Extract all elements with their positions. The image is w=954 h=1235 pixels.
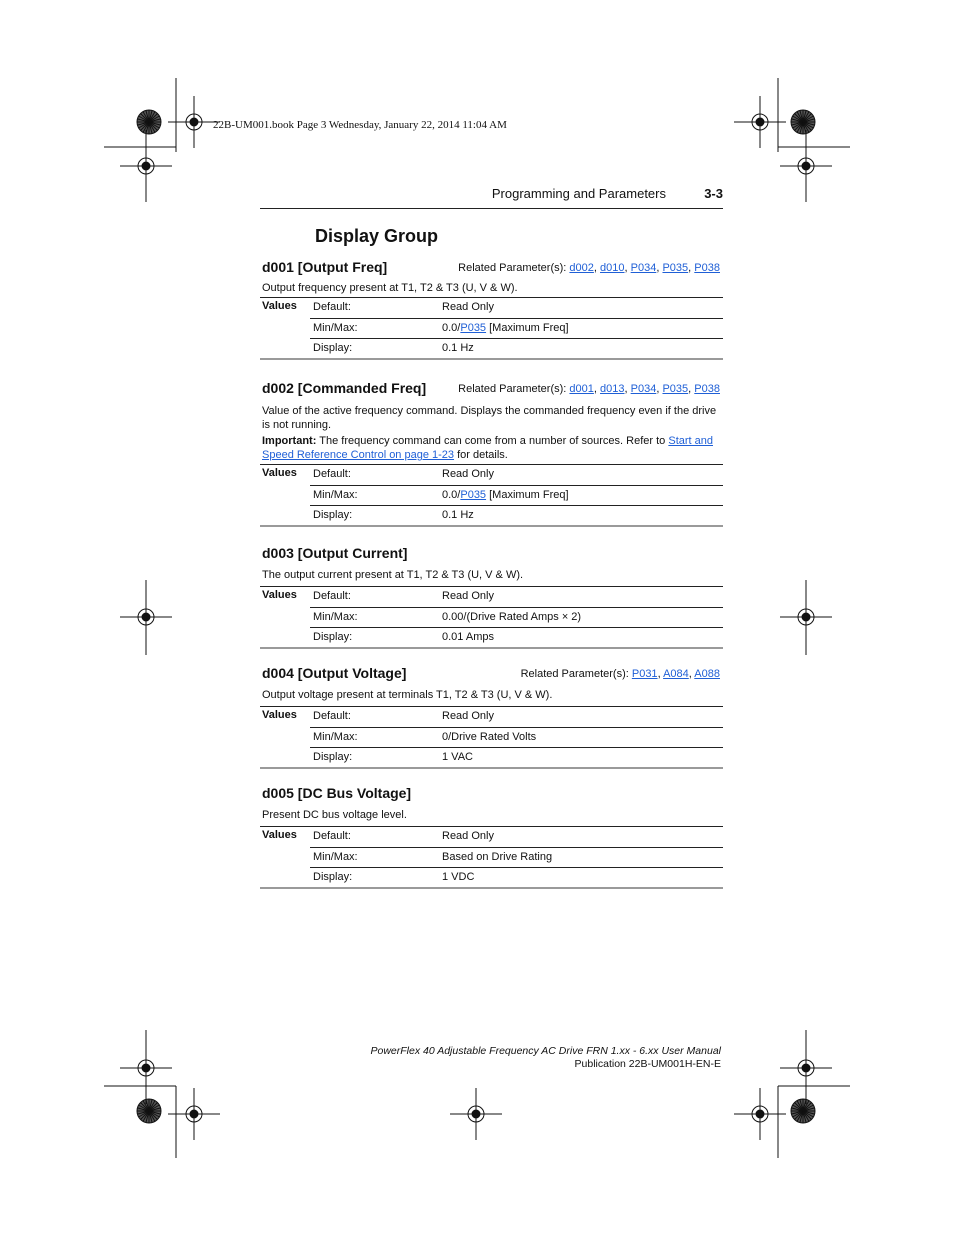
- value-suffix: [Maximum Freq]: [486, 322, 569, 334]
- values-label: Values: [262, 589, 297, 601]
- row-value: 1 VDC: [442, 871, 475, 883]
- param-d001: [260, 259, 723, 360]
- param-description: Output voltage present at terminals T1, T2 & T3 (U, V & W).: [262, 689, 553, 701]
- values-table: [260, 706, 723, 769]
- row-key: Default:: [313, 301, 351, 313]
- related-link-a088[interactable]: A088: [694, 668, 720, 680]
- values-table: [260, 826, 723, 889]
- related-label: Related Parameter(s):: [458, 383, 567, 395]
- values-row-display: [310, 505, 723, 526]
- row-key: Display:: [313, 871, 353, 883]
- related-link-p035[interactable]: P035: [662, 383, 689, 395]
- row-value: 0.1 Hz: [442, 509, 474, 521]
- related-link-p034[interactable]: P034: [630, 262, 657, 274]
- related-link-p035[interactable]: P035: [662, 262, 689, 274]
- values-row-default: [310, 298, 723, 318]
- related-label: Related Parameter(s):: [520, 668, 629, 680]
- row-key: Display:: [313, 751, 353, 763]
- row-value: 0.1 Hz: [442, 342, 474, 354]
- values-row-default: [310, 827, 723, 847]
- related-parameters: Related Parameter(s): P031, A084, A088: [520, 668, 720, 680]
- values-row-minmax: [310, 727, 723, 748]
- values-row-default: [310, 587, 723, 607]
- link-p035[interactable]: P035: [460, 322, 487, 334]
- related-label: Related Parameter(s):: [458, 262, 567, 274]
- related-link-p031[interactable]: P031: [631, 668, 658, 680]
- values-label: Values: [262, 300, 297, 312]
- param-d004: [260, 665, 723, 769]
- row-key: Min/Max:: [313, 322, 358, 334]
- manual-title: PowerFlex 40 Adjustable Frequency AC Drive FRN 1.xx - 6.xx User Manual: [370, 1045, 721, 1057]
- row-key: Min/Max:: [313, 851, 358, 863]
- param-d003: [260, 545, 723, 649]
- param-d002: [260, 380, 723, 527]
- values-table: [260, 464, 723, 527]
- page-number: 3-3: [704, 186, 723, 201]
- page-footer: [370, 1045, 721, 1071]
- value-suffix: [Maximum Freq]: [486, 489, 569, 501]
- row-value: Based on Drive Rating: [442, 851, 553, 863]
- values-label: Values: [262, 709, 297, 721]
- values-row-minmax: [310, 607, 723, 628]
- row-value: Read Only: [442, 468, 494, 480]
- values-label: Values: [262, 829, 297, 841]
- values-row-display: [310, 627, 723, 648]
- row-key: Min/Max:: [313, 731, 358, 743]
- related-link-d010[interactable]: d010: [600, 262, 625, 274]
- related-link-a084[interactable]: A084: [663, 668, 689, 680]
- row-key: Display:: [313, 509, 353, 521]
- important-label: Important:: [262, 435, 317, 447]
- param-description: Present DC bus voltage level.: [262, 809, 407, 821]
- related-link-d013[interactable]: d013: [600, 383, 625, 395]
- values-row-display: [310, 338, 723, 359]
- related-link-p034[interactable]: P034: [630, 383, 657, 395]
- param-description: The output current present at T1, T2 & T3 (U, V & W).: [262, 569, 524, 581]
- row-value: 0/Drive Rated Volts: [442, 731, 537, 743]
- row-value: Read Only: [442, 590, 494, 602]
- row-value: 0.00/(Drive Rated Amps × 2): [442, 611, 582, 623]
- important-note: [262, 434, 723, 464]
- related-link-p038[interactable]: P038: [694, 262, 720, 274]
- value-prefix: 0.0/: [442, 322, 461, 334]
- values-row-minmax: [310, 318, 723, 339]
- values-table: [260, 586, 723, 649]
- running-head-title: Programming and Parameters: [491, 186, 666, 201]
- publication-number: Publication 22B-UM001H-EN-E: [574, 1058, 721, 1070]
- values-label: Values: [262, 467, 297, 479]
- row-key: Default:: [313, 468, 351, 480]
- related-link-d002[interactable]: d002: [569, 262, 594, 274]
- values-row-minmax: [310, 485, 723, 506]
- param-title: d005 [DC Bus Voltage]: [262, 785, 412, 801]
- row-key: Default:: [313, 590, 351, 602]
- param-title: d004 [Output Voltage]: [262, 665, 407, 681]
- row-value: Read Only: [442, 830, 494, 842]
- row-key: Default:: [313, 830, 351, 842]
- value-prefix: 0.0/: [442, 489, 461, 501]
- row-value: Read Only: [442, 710, 494, 722]
- values-row-minmax: [310, 847, 723, 868]
- row-key: Min/Max:: [313, 611, 358, 623]
- related-link-d001[interactable]: d001: [569, 383, 594, 395]
- group-title: Display Group: [315, 226, 439, 246]
- running-head: [260, 186, 723, 209]
- row-key: Display:: [313, 342, 353, 354]
- link-p035[interactable]: P035: [460, 489, 487, 501]
- row-value: [442, 489, 569, 501]
- row-key: Default:: [313, 710, 351, 722]
- row-key: Display:: [313, 631, 353, 643]
- start-speed-reference-link[interactable]: Start and Speed Reference Control on page 1-23: [262, 435, 713, 461]
- row-value: 0.01 Amps: [442, 631, 494, 643]
- param-title: d002 [Commanded Freq]: [262, 380, 427, 396]
- values-row-default: [310, 465, 723, 485]
- related-parameters: Related Parameter(s): d002, d010, P034, P035, P038: [458, 262, 720, 274]
- related-link-p038[interactable]: P038: [694, 383, 720, 395]
- row-value: Read Only: [442, 301, 494, 313]
- values-table: [260, 297, 723, 360]
- values-row-display: [310, 747, 723, 768]
- param-title: d001 [Output Freq]: [262, 259, 388, 275]
- row-value: [442, 322, 569, 334]
- printer-slug: 22B-UM001.book Page 3 Wednesday, January 22, 2014 11:04 AM: [213, 119, 507, 131]
- related-parameters: Related Parameter(s): d001, d013, P034, P035, P038: [458, 383, 720, 395]
- row-value: 1 VAC: [442, 751, 473, 763]
- param-title: d003 [Output Current]: [262, 545, 408, 561]
- param-description: Value of the active frequency command. Displays the commanded frequency even if the drive is not running.: [262, 405, 717, 431]
- important-end: for details.: [454, 449, 508, 461]
- values-row-default: [310, 707, 723, 727]
- param-d005: [260, 785, 723, 889]
- important-text: The frequency command can come from a number of sources. Refer to: [316, 435, 669, 447]
- values-row-display: [310, 867, 723, 888]
- param-description: Output frequency present at T1, T2 & T3 (U, V & W).: [262, 282, 518, 294]
- row-key: Min/Max:: [313, 489, 358, 501]
